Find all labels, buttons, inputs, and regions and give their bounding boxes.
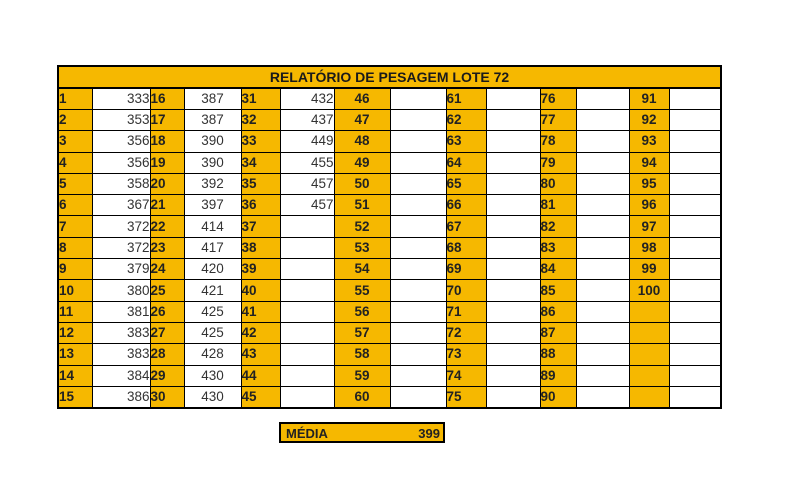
weight-cell: 358: [92, 173, 150, 194]
lot-number-cell: 33: [241, 131, 280, 152]
lot-number-cell: 68: [446, 237, 486, 258]
weight-cell: 392: [184, 173, 241, 194]
average-box: [279, 422, 445, 443]
lot-number-cell: 30: [150, 386, 184, 408]
lot-number-cell: 77: [540, 110, 576, 131]
weight-cell: [486, 152, 540, 173]
lot-number-cell: 29: [150, 365, 184, 386]
weight-cell: [486, 301, 540, 322]
lot-number-cell: 23: [150, 237, 184, 258]
lot-number-cell: 25: [150, 280, 184, 301]
weight-cell: 372: [92, 237, 150, 258]
lot-number-cell: 49: [334, 152, 390, 173]
lot-number-cell: 73: [446, 344, 486, 365]
weight-cell: [669, 195, 721, 216]
weight-cell: [486, 195, 540, 216]
weight-cell: [576, 173, 629, 194]
weight-cell: 397: [184, 195, 241, 216]
weight-cell: [576, 259, 629, 280]
weight-cell: 380: [92, 280, 150, 301]
weight-cell: [486, 216, 540, 237]
weight-cell: 432: [280, 88, 334, 110]
lot-number-cell: 92: [629, 110, 669, 131]
lot-number-cell: 94: [629, 152, 669, 173]
weight-cell: [576, 301, 629, 322]
lot-number-cell: 7: [58, 216, 92, 237]
weight-cell: [576, 344, 629, 365]
lot-number-cell: 12: [58, 322, 92, 343]
lot-number-cell: 14: [58, 365, 92, 386]
lot-number-cell: 82: [540, 216, 576, 237]
lot-number-cell: 57: [334, 322, 390, 343]
lot-number-cell: 89: [540, 365, 576, 386]
average-label: MÉDIA: [286, 426, 328, 441]
lot-number-cell: 66: [446, 195, 486, 216]
weight-cell: [280, 344, 334, 365]
weight-cell: [390, 88, 446, 110]
weight-cell: [486, 344, 540, 365]
weight-cell: [280, 216, 334, 237]
table-row: [58, 259, 721, 280]
lot-number-cell: 81: [540, 195, 576, 216]
weight-cell: [669, 301, 721, 322]
lot-number-cell: 22: [150, 216, 184, 237]
lot-number-cell: 44: [241, 365, 280, 386]
weight-cell: [576, 365, 629, 386]
table-row: [58, 173, 721, 194]
lot-number-cell: 17: [150, 110, 184, 131]
lot-number-cell: 9: [58, 259, 92, 280]
lot-number-cell: 58: [334, 344, 390, 365]
weight-cell: [669, 280, 721, 301]
weight-cell: [390, 173, 446, 194]
lot-number-cell: 54: [334, 259, 390, 280]
weight-cell: 425: [184, 301, 241, 322]
lot-number-cell: 10: [58, 280, 92, 301]
lot-number-cell: 83: [540, 237, 576, 258]
lot-number-cell: 60: [334, 386, 390, 408]
lot-number-cell: 91: [629, 88, 669, 110]
weight-cell: 417: [184, 237, 241, 258]
lot-number-cell: 64: [446, 152, 486, 173]
table-row: [58, 110, 721, 131]
weight-cell: 384: [92, 365, 150, 386]
lot-number-cell: 1: [58, 88, 92, 110]
lot-number-cell: 11: [58, 301, 92, 322]
weight-cell: [669, 365, 721, 386]
weight-cell: [669, 110, 721, 131]
weight-cell: [669, 152, 721, 173]
weight-cell: [669, 131, 721, 152]
weight-cell: 425: [184, 322, 241, 343]
weight-cell: [486, 280, 540, 301]
lot-number-cell: 47: [334, 110, 390, 131]
lot-number-cell: 24: [150, 259, 184, 280]
weight-cell: [390, 344, 446, 365]
lot-number-cell: 18: [150, 131, 184, 152]
weight-cell: [576, 152, 629, 173]
lot-number-cell: 4: [58, 152, 92, 173]
weight-cell: [486, 110, 540, 131]
table-row: [58, 365, 721, 386]
lot-number-cell: 43: [241, 344, 280, 365]
weight-cell: 428: [184, 344, 241, 365]
weight-cell: [669, 344, 721, 365]
lot-number-cell: 98: [629, 237, 669, 258]
weight-cell: 383: [92, 344, 150, 365]
table-row: [58, 131, 721, 152]
weight-cell: [669, 88, 721, 110]
weight-cell: 356: [92, 152, 150, 173]
lot-number-cell: 34: [241, 152, 280, 173]
lot-number-cell: 99: [629, 259, 669, 280]
weight-cell: 383: [92, 322, 150, 343]
weight-cell: [576, 110, 629, 131]
lot-number-cell: [629, 301, 669, 322]
lot-number-cell: 31: [241, 88, 280, 110]
lot-number-cell: 87: [540, 322, 576, 343]
lot-number-cell: 5: [58, 173, 92, 194]
lot-number-cell: 46: [334, 88, 390, 110]
weight-cell: 390: [184, 152, 241, 173]
table-row: [58, 280, 721, 301]
lot-number-cell: 35: [241, 173, 280, 194]
lot-number-cell: 69: [446, 259, 486, 280]
weight-cell: 457: [280, 173, 334, 194]
lot-number-cell: 93: [629, 131, 669, 152]
weight-cell: 367: [92, 195, 150, 216]
weight-cell: 420: [184, 259, 241, 280]
weight-cell: [280, 280, 334, 301]
weight-cell: [280, 301, 334, 322]
lot-number-cell: 90: [540, 386, 576, 408]
weight-cell: [390, 152, 446, 173]
lot-number-cell: [629, 386, 669, 408]
weight-cell: [576, 280, 629, 301]
lot-number-cell: 20: [150, 173, 184, 194]
report-title: RELATÓRIO DE PESAGEM LOTE 72: [58, 66, 721, 88]
weight-cell: [486, 386, 540, 408]
table-row: [58, 195, 721, 216]
weight-cell: [390, 216, 446, 237]
table-row: [58, 88, 721, 110]
lot-number-cell: 96: [629, 195, 669, 216]
weight-cell: 430: [184, 365, 241, 386]
lot-number-cell: 55: [334, 280, 390, 301]
weight-cell: [280, 365, 334, 386]
lot-number-cell: 27: [150, 322, 184, 343]
weight-cell: [390, 237, 446, 258]
lot-number-cell: 41: [241, 301, 280, 322]
weight-cell: [669, 386, 721, 408]
table-row: [58, 344, 721, 365]
weight-cell: 430: [184, 386, 241, 408]
weight-cell: [669, 173, 721, 194]
weight-cell: 372: [92, 216, 150, 237]
lot-number-cell: 32: [241, 110, 280, 131]
weight-cell: 414: [184, 216, 241, 237]
weight-cell: [576, 195, 629, 216]
lot-number-cell: [629, 322, 669, 343]
weight-cell: [486, 322, 540, 343]
lot-number-cell: 39: [241, 259, 280, 280]
weight-cell: [390, 322, 446, 343]
weight-cell: 457: [280, 195, 334, 216]
lot-number-cell: 50: [334, 173, 390, 194]
weight-cell: 390: [184, 131, 241, 152]
lot-number-cell: 56: [334, 301, 390, 322]
weight-cell: [669, 322, 721, 343]
lot-number-cell: 19: [150, 152, 184, 173]
weight-cell: [669, 237, 721, 258]
weight-cell: [390, 365, 446, 386]
lot-number-cell: 3: [58, 131, 92, 152]
weight-cell: 455: [280, 152, 334, 173]
weight-cell: [486, 237, 540, 258]
weight-cell: [576, 322, 629, 343]
weight-cell: 386: [92, 386, 150, 408]
weight-cell: 333: [92, 88, 150, 110]
lot-number-cell: 2: [58, 110, 92, 131]
weight-cell: 353: [92, 110, 150, 131]
lot-number-cell: 62: [446, 110, 486, 131]
weight-cell: 449: [280, 131, 334, 152]
lot-number-cell: 80: [540, 173, 576, 194]
weighing-report-table: [57, 65, 722, 409]
lot-number-cell: 21: [150, 195, 184, 216]
lot-number-cell: 40: [241, 280, 280, 301]
lot-number-cell: 52: [334, 216, 390, 237]
lot-number-cell: 100: [629, 280, 669, 301]
table-row: [58, 237, 721, 258]
weight-cell: 437: [280, 110, 334, 131]
lot-number-cell: 70: [446, 280, 486, 301]
weight-cell: [390, 301, 446, 322]
lot-number-cell: 38: [241, 237, 280, 258]
lot-number-cell: 67: [446, 216, 486, 237]
lot-number-cell: 42: [241, 322, 280, 343]
lot-number-cell: 86: [540, 301, 576, 322]
weight-cell: [280, 386, 334, 408]
weight-cell: [576, 237, 629, 258]
table-row: [58, 301, 721, 322]
table-body: [58, 88, 721, 408]
lot-number-cell: 53: [334, 237, 390, 258]
weight-cell: [280, 322, 334, 343]
weight-cell: [280, 237, 334, 258]
lot-number-cell: 71: [446, 301, 486, 322]
lot-number-cell: 51: [334, 195, 390, 216]
lot-number-cell: 79: [540, 152, 576, 173]
weight-cell: [486, 131, 540, 152]
lot-number-cell: 74: [446, 365, 486, 386]
lot-number-cell: 76: [540, 88, 576, 110]
lot-number-cell: 95: [629, 173, 669, 194]
lot-number-cell: [629, 344, 669, 365]
lot-number-cell: 15: [58, 386, 92, 408]
lot-number-cell: 16: [150, 88, 184, 110]
weight-cell: [669, 216, 721, 237]
lot-number-cell: 72: [446, 322, 486, 343]
weight-cell: [486, 173, 540, 194]
lot-number-cell: 6: [58, 195, 92, 216]
lot-number-cell: 97: [629, 216, 669, 237]
weight-cell: 356: [92, 131, 150, 152]
lot-number-cell: 36: [241, 195, 280, 216]
weight-cell: [390, 386, 446, 408]
lot-number-cell: 37: [241, 216, 280, 237]
lot-number-cell: 28: [150, 344, 184, 365]
weight-cell: [486, 259, 540, 280]
lot-number-cell: 63: [446, 131, 486, 152]
lot-number-cell: 61: [446, 88, 486, 110]
lot-number-cell: 13: [58, 344, 92, 365]
lot-number-cell: 85: [540, 280, 576, 301]
weight-cell: [576, 386, 629, 408]
weight-cell: 381: [92, 301, 150, 322]
weight-cell: [486, 365, 540, 386]
weight-cell: [486, 88, 540, 110]
lot-number-cell: 59: [334, 365, 390, 386]
table-row: [58, 152, 721, 173]
weight-cell: 387: [184, 88, 241, 110]
weight-cell: 379: [92, 259, 150, 280]
weight-cell: [576, 88, 629, 110]
weight-cell: 421: [184, 280, 241, 301]
lot-number-cell: [629, 365, 669, 386]
lot-number-cell: 88: [540, 344, 576, 365]
lot-number-cell: 78: [540, 131, 576, 152]
lot-number-cell: 65: [446, 173, 486, 194]
table-row: [58, 386, 721, 408]
table-row: [58, 322, 721, 343]
lot-number-cell: 26: [150, 301, 184, 322]
weight-cell: [390, 259, 446, 280]
table-row: [58, 216, 721, 237]
weight-cell: 387: [184, 110, 241, 131]
lot-number-cell: 48: [334, 131, 390, 152]
weight-cell: [390, 280, 446, 301]
weight-cell: [669, 259, 721, 280]
weight-cell: [390, 131, 446, 152]
average-value: 399: [418, 426, 440, 441]
weight-cell: [280, 259, 334, 280]
lot-number-cell: 84: [540, 259, 576, 280]
lot-number-cell: 75: [446, 386, 486, 408]
lot-number-cell: 45: [241, 386, 280, 408]
weight-cell: [390, 110, 446, 131]
weight-cell: [390, 195, 446, 216]
weight-cell: [576, 216, 629, 237]
weight-cell: [576, 131, 629, 152]
lot-number-cell: 8: [58, 237, 92, 258]
